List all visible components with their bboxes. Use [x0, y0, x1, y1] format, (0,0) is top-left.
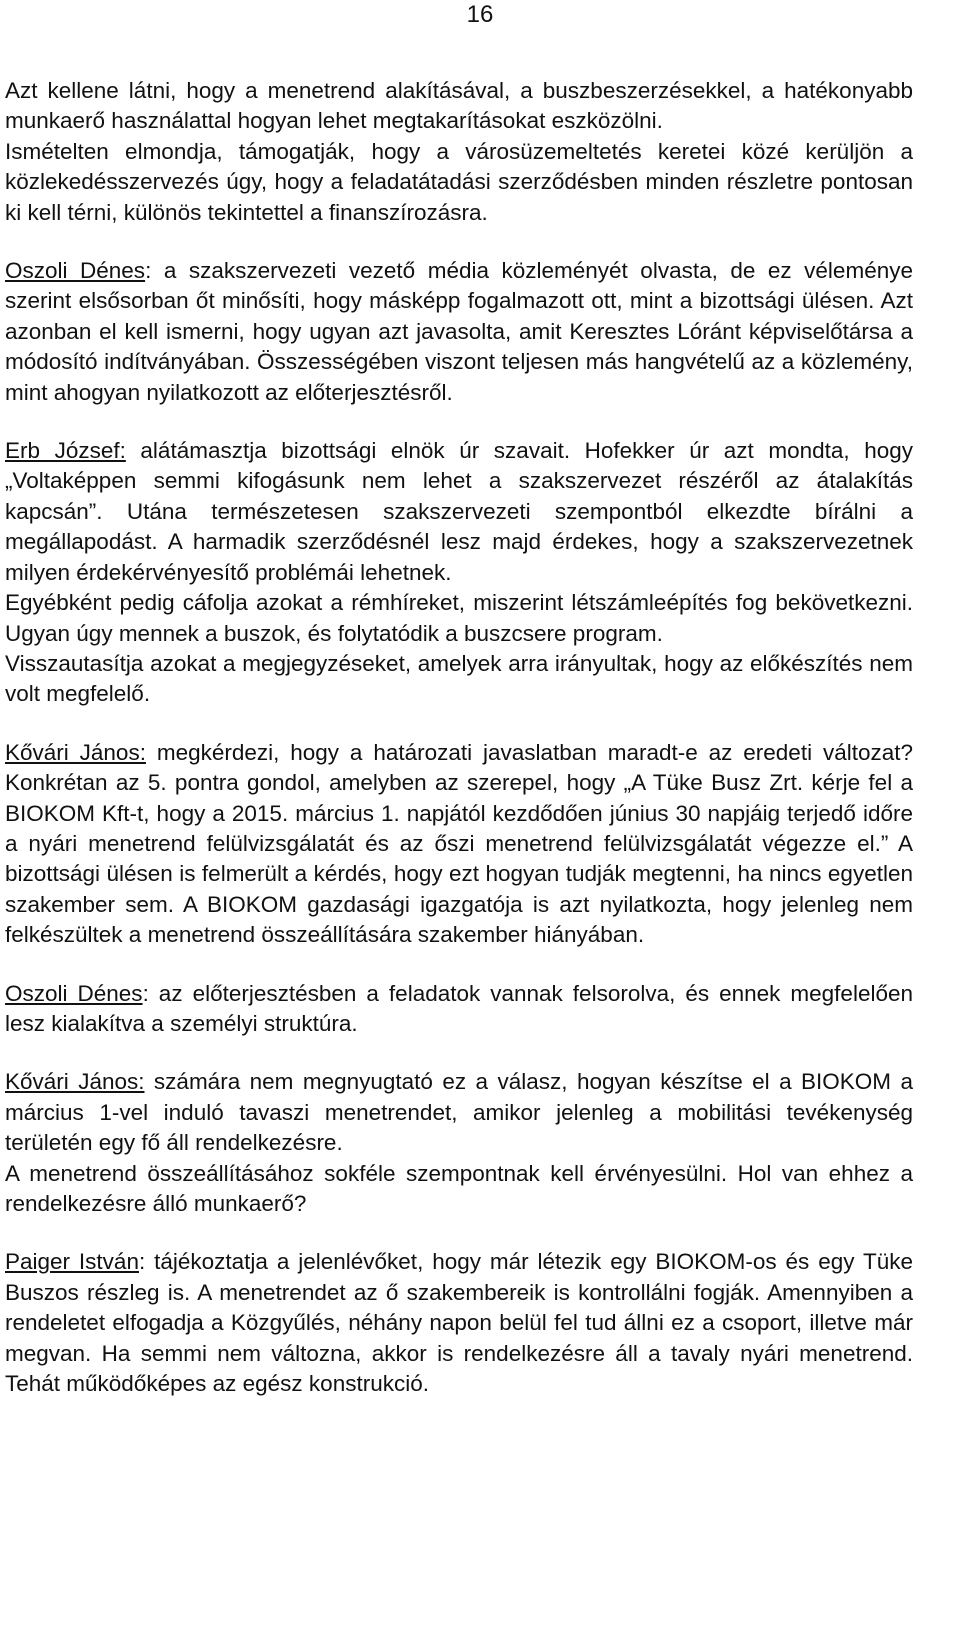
page-number: 16 — [466, 1, 494, 28]
speaker-name: Erb József: — [5, 438, 126, 464]
paragraph — [5, 137, 913, 228]
paragraph-text: megkérdezi, hogy a határozati javaslatban maradt-e az eredeti változat? Konkrétan az 5. pontra gondol, amelyben az szerepel, hogy „A Tüke Busz Zrt. kérje fel a BIOKOM Kft-t, hogy a 2015. március 1. napjától kezdődően június 30 napjáig terjedő időre a nyári menetrend felülvizsgálatát és az őszi menetrend felülvizsgálatát végezze el.” A bizottsági ülésen is felmerült a kérdés, hogy ezt hogyan tudják megtenni, ha nincs egyetlen szakember sem. A BIOKOM gazdasági igazgatója is azt nyilatkozta, hogy jelenleg nem felkészültek a menetrend összeállítására szakember hiányában. — [5, 739, 913, 948]
paragraph — [5, 738, 913, 951]
paragraph — [5, 1159, 913, 1220]
speaker-name: Oszoli Dénes — [5, 258, 146, 284]
paragraph-text: : az előterjesztésben a feladatok vannak felsorolva, és ennek megfelelően lesz kialakítva a személyi struktúra. — [5, 980, 913, 1036]
paragraph — [5, 649, 913, 710]
paragraph — [5, 588, 913, 649]
paragraph-gap — [5, 408, 913, 436]
document-body — [5, 76, 913, 1399]
paragraph-text: Azt kellene látni, hogy a menetrend alakításával, a buszbeszerzésekkel, a hatékonyabb munkaerő használattal hogyan lehet megtakarításokat eszközölni. — [5, 78, 913, 134]
speaker-name: Paiger István — [5, 1249, 139, 1275]
paragraph-gap — [5, 1219, 913, 1247]
paragraph-text: : a szakszervezeti vezető média közleményét olvasta, de ez véleménye szerint elsősorban őt minősíti, hogy másképp fogalmazott ott, mint a bizottsági ülésen. Azt azonban el kell ismerni, hogy ugyan azt javasolta, amit Keresztes Lóránt képviselőtársa a módosító indítványában. Összességében viszont teljesen más hangvételű az a közlemény, mint ahogyan nyilatkozott az előterjesztésről. — [5, 258, 913, 405]
paragraph-text: Visszautasítja azokat a megjegyzéseket, amelyek arra irányultak, hogy az előkészítés nem volt megfelelő. — [5, 650, 913, 707]
paragraph-gap — [5, 710, 913, 738]
paragraph-gap — [5, 1039, 913, 1067]
speaker-name: Kővári János: — [5, 1069, 145, 1095]
paragraph-text: számára nem megnyugtató ez a válasz, hogyan készítse el a BIOKOM a március 1-vel induló tavaszi menetrendet, amikor jelenleg a mobilitási tevékenység területén egy fő áll rendelkezésre. — [5, 1069, 913, 1156]
paragraph — [5, 979, 913, 1040]
paragraph — [5, 436, 913, 588]
paragraph-text: alátámasztja bizottsági elnök úr szavait. Hofekker úr azt mondta, hogy „Voltaképpen semmi kifogásunk nem lehet a szakszervezet részéről az átalakítás kapcsán”. Utána természetesen szakszervezeti szempontból elkezdte bírálni a megállapodást. A harmadik szerződésnél lesz majd érdekes, hogy a szakszervezetnek milyen érdekérvényesítő problémái lehetnek. — [5, 438, 914, 585]
paragraph-gap — [5, 228, 913, 256]
paragraph-text: Ismételten elmondja, támogatják, hogy a városüzemeltetés keretei közé kerüljön a közlekedésszervezés úgy, hogy a feladatátadási szerződésben minden részletre pontosan ki kell térni, különös tekintettel a finanszírozásra. — [5, 138, 913, 225]
paragraph — [5, 256, 913, 408]
paragraph-text: Egyébként pedig cáfolja azokat a rémhíreket, miszerint létszámleépítés fog bekövetkezni. Ugyan úgy mennek a buszok, és folytatódik a buszcsere program. — [5, 590, 913, 646]
speaker-name: Kővári János: — [5, 739, 146, 765]
paragraph-text: A menetrend összeállításához sokféle szempontnak kell érvényesülni. Hol van ehhez a rendelkezésre álló munkaerő? — [5, 1160, 913, 1216]
paragraph — [5, 1247, 913, 1399]
speaker-name: Oszoli Dénes — [5, 980, 143, 1006]
paragraph — [5, 76, 913, 137]
paragraph — [5, 1067, 913, 1158]
paragraph-text: : tájékoztatja a jelenlévőket, hogy már létezik egy BIOKOM-os és egy Tüke Buszos részleg is. A menetrendet az ő szakembereik is kontrollálni fogják. Amennyiben a rendeletet elfogadja a Közgyűlés, néhány napon belül fel tud állni ez a csoport, illetve már megvan. Ha semmi nem változna, akkor is rendelkezésre áll a tavaly nyári menetrend. Tehát működőképes az egész konstrukció. — [5, 1249, 913, 1397]
paragraph-gap — [5, 951, 913, 979]
